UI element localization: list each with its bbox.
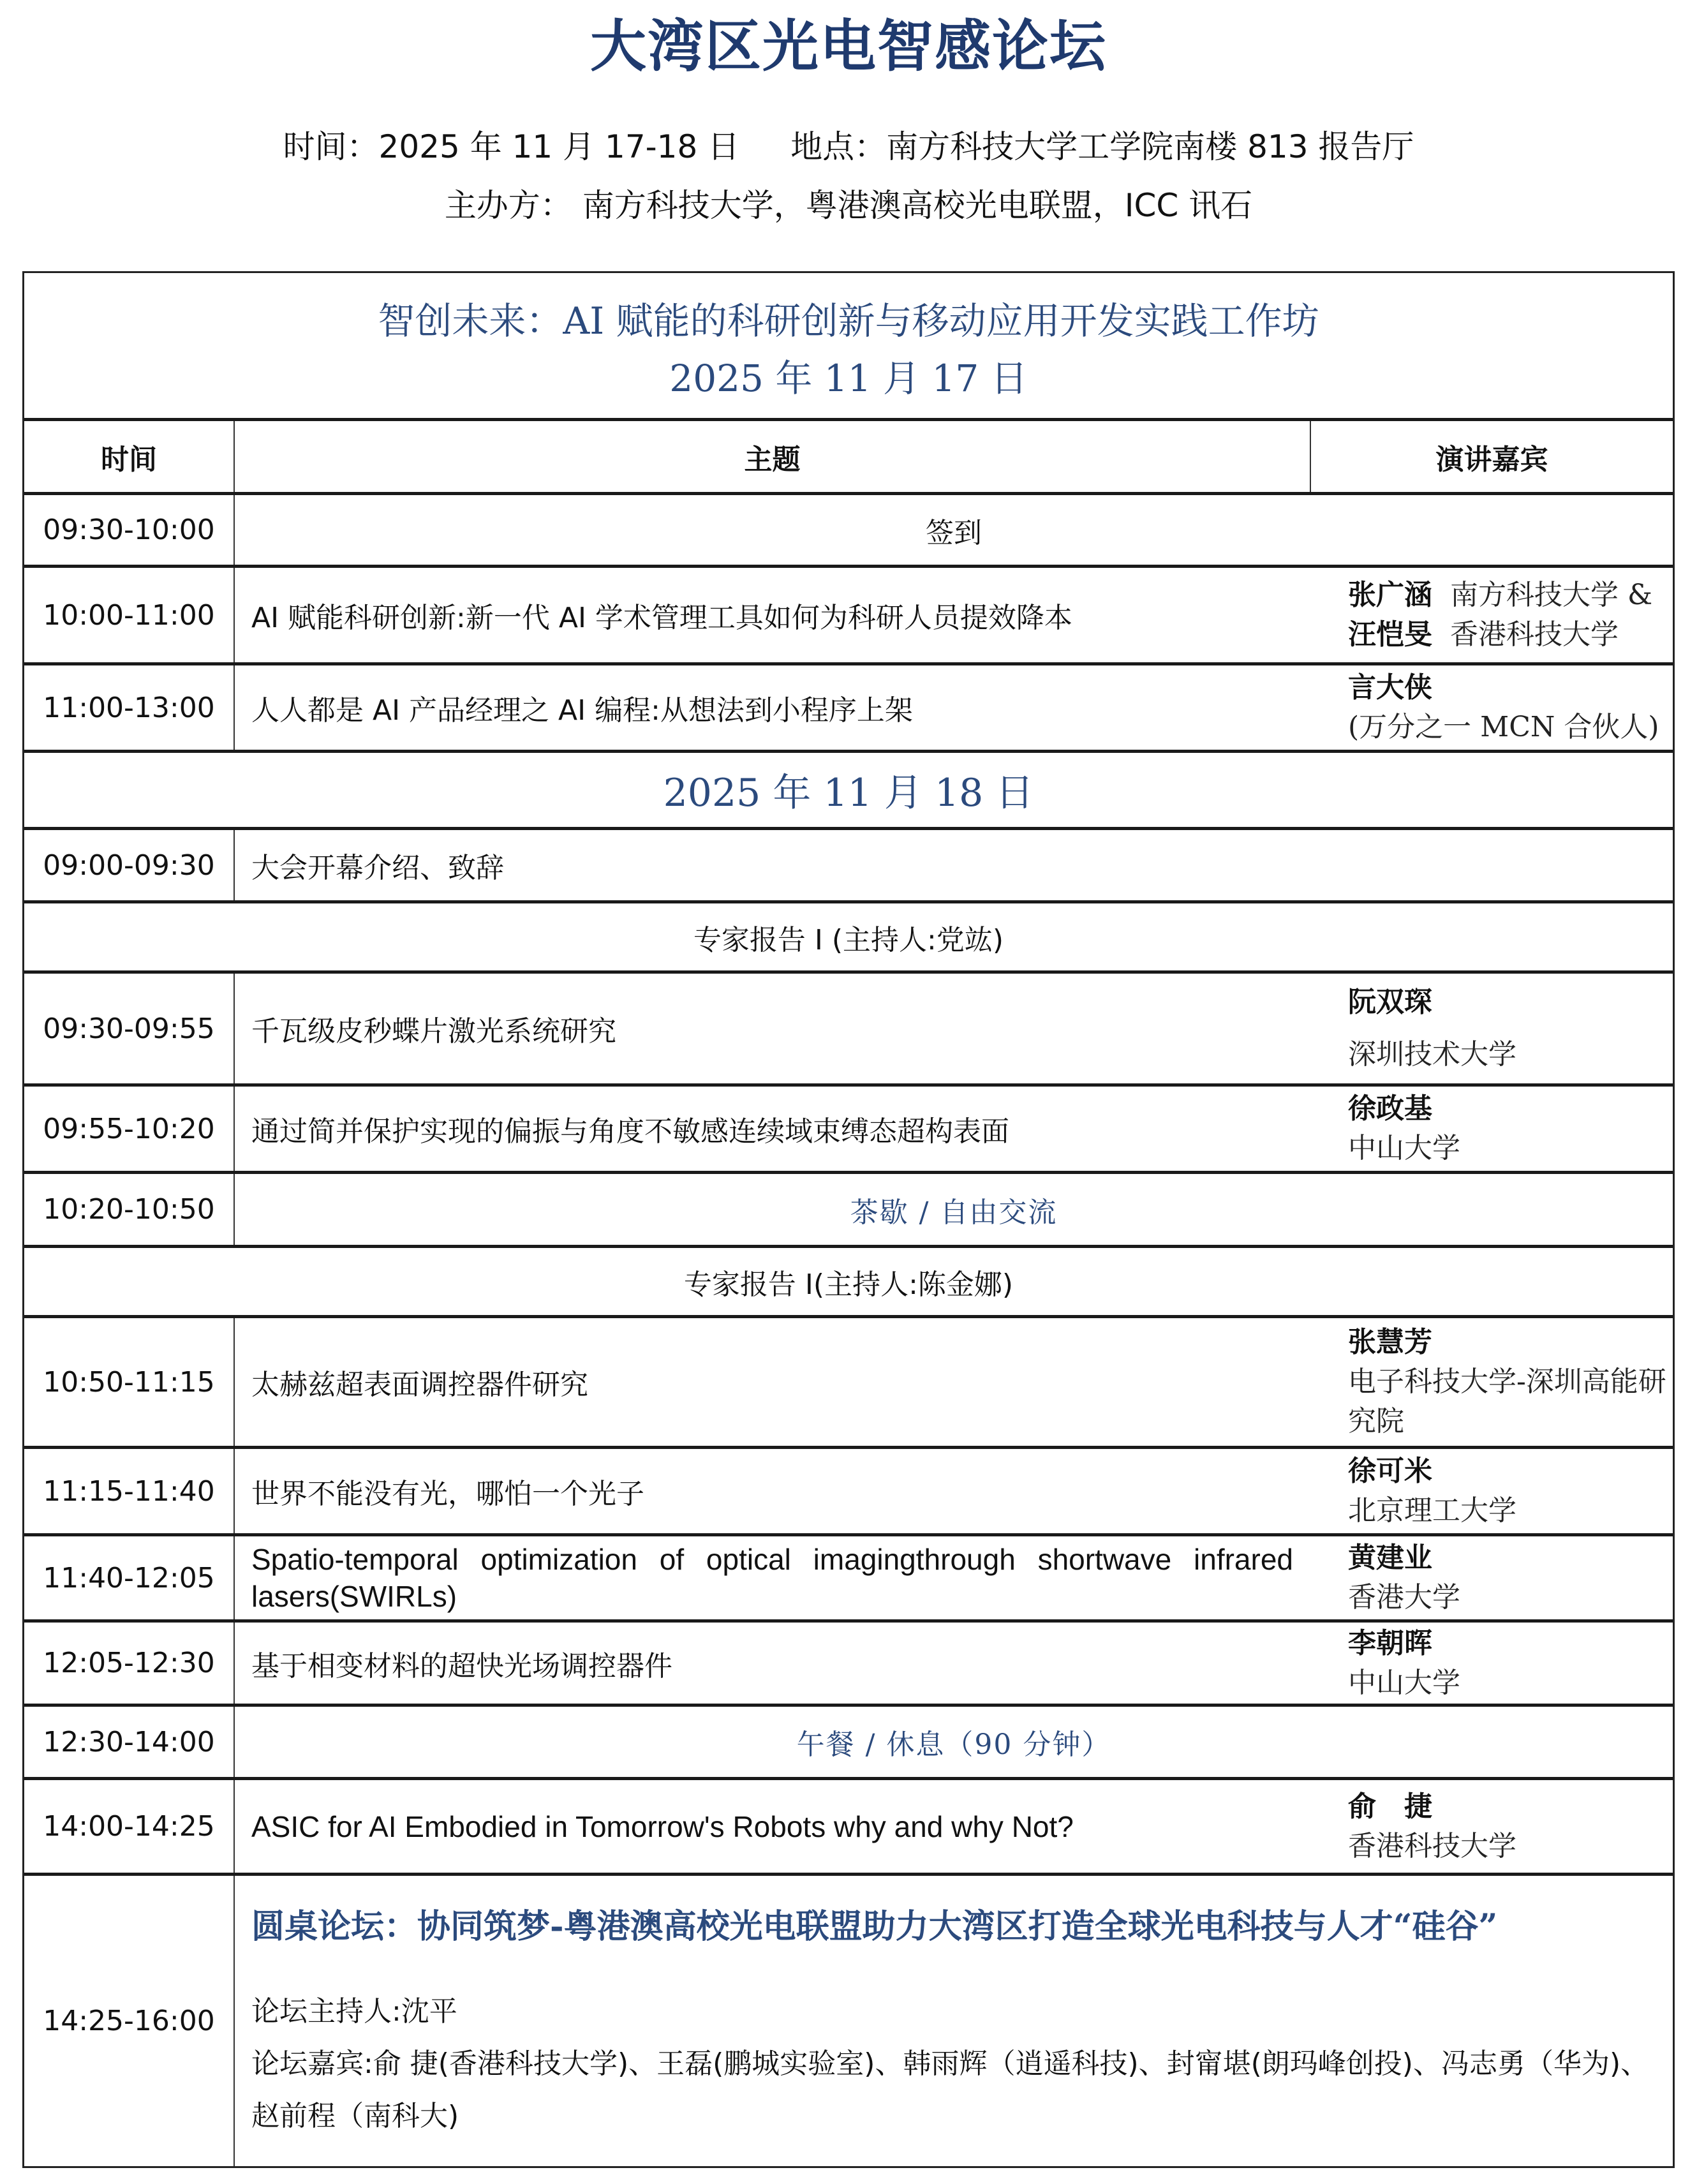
row-topic: 大会开幕介绍、致辞: [251, 852, 504, 884]
table-row: [24, 1315, 1673, 1446]
table-row: [24, 1171, 1673, 1245]
day2-date-row: [24, 750, 1673, 827]
row-topic: ASIC for AI Embodied in Tomorrow's Robots why and why Not?: [251, 1809, 1074, 1843]
row-speakers: [1310, 665, 1673, 750]
row-speakers: [1310, 1780, 1673, 1873]
session1-title: 专家报告 I (主持人:党竑): [693, 923, 1004, 956]
row-time: 09:55-10:20: [24, 1087, 235, 1171]
speaker-affiliation: 北京理工大学: [1348, 1494, 1516, 1527]
workshop-title-row: [24, 273, 1673, 418]
row-speakers: [1310, 1536, 1673, 1619]
row-speakers: [1310, 1449, 1673, 1533]
row-speakers: [1310, 974, 1673, 1083]
day2-date: 2025 年 11 月 18 日: [663, 771, 1034, 815]
row-speakers: [1310, 1623, 1673, 1704]
row-time: 10:50-11:15: [24, 1318, 235, 1446]
row-time: 09:30-09:55: [24, 974, 235, 1083]
table-row: [24, 1619, 1673, 1704]
row-topic: 太赫兹超表面调控器件研究: [251, 1369, 588, 1401]
day1-date: 2025 年 11 月 17 日: [669, 357, 1028, 400]
speaker-name: 徐可米: [1348, 1455, 1432, 1487]
speaker-affiliation: 中山大学: [1348, 1132, 1460, 1164]
speaker-affiliation: 电子科技大学-深圳高能研究院: [1348, 1365, 1666, 1437]
speaker-name: 言大侠: [1348, 671, 1432, 704]
column-header-topic: 主题: [744, 443, 801, 476]
session-title-row: [24, 1245, 1673, 1315]
row-time: 12:30-14:00: [24, 1707, 235, 1777]
workshop-title: 智创未来：AI 赋能的科研创新与移动应用开发实践工作坊: [378, 299, 1319, 343]
event-info-line: [0, 128, 1697, 166]
table-header-row: [24, 418, 1673, 492]
row-topic: 通过简并保护实现的偏振与角度不敏感连续域束缚态超构表面: [251, 1115, 1009, 1148]
row-time: 09:00-09:30: [24, 830, 235, 900]
roundtable-row: [24, 1873, 1673, 2166]
column-header-speaker: 演讲嘉宾: [1310, 421, 1673, 492]
speaker-affiliation: 香港大学: [1348, 1581, 1460, 1614]
table-row: [24, 492, 1673, 565]
speaker-affiliation: (万分之一 MCN 合伙人): [1348, 711, 1659, 743]
table-row: [24, 565, 1673, 662]
row-speakers: [1310, 1087, 1673, 1171]
speaker-affiliation: 香港科技大学: [1449, 618, 1619, 651]
row-time: 10:20-10:50: [24, 1174, 235, 1245]
speaker-name: 阮双琛: [1348, 986, 1432, 1018]
row-time: 09:30-10:00: [24, 495, 235, 565]
table-row: [24, 827, 1673, 900]
row-time: 12:05-12:30: [24, 1623, 235, 1704]
speaker-name: 汪恺旻: [1348, 618, 1432, 651]
row-speakers: [1310, 1318, 1673, 1446]
session2-title: 专家报告 I(主持人:陈金娜): [683, 1268, 1014, 1301]
schedule-table: [22, 271, 1675, 2168]
speaker-name: 黄建业: [1348, 1541, 1432, 1574]
table-row: [24, 1777, 1673, 1873]
event-location: 地点：南方科技大学工学院南楼 813 报告厅: [790, 128, 1414, 165]
speaker-entry: [1348, 576, 1652, 615]
row-topic: 世界不能没有光，哪怕一个光子: [251, 1478, 644, 1510]
page-title: 大湾区光电智感论坛: [589, 13, 1107, 79]
speaker-affiliation: 深圳技术大学: [1348, 1038, 1516, 1071]
event-time: 时间：2025 年 11 月 17-18 日: [283, 128, 740, 165]
speaker-affiliation: 香港科技大学: [1348, 1829, 1516, 1862]
roundtable-content: [235, 1876, 1673, 2166]
row-topic: 人人都是 AI 产品经理之 AI 编程:从想法到小程序上架: [251, 694, 913, 727]
row-topic: 千瓦级皮秒蝶片激光系统研究: [251, 1015, 616, 1048]
row-time: 10:00-11:00: [24, 568, 235, 662]
lunch-label: 午餐 / 休息（90 分钟）: [796, 1728, 1111, 1761]
speaker-affiliation: 南方科技大学 &: [1449, 579, 1653, 611]
speaker-name: 李朝晖: [1348, 1626, 1432, 1660]
table-row: [24, 970, 1673, 1083]
row-topic: 基于相变材料的超快光场调控器件: [251, 1649, 672, 1683]
tea-break-label: 茶歇 / 自由交流: [850, 1196, 1058, 1229]
row-time: 14:00-14:25: [24, 1780, 235, 1873]
speaker-name: 张慧芳: [1348, 1326, 1432, 1358]
roundtable-title: 圆桌论坛：协同筑梦-粤港澳高校光电联盟助力大湾区打造全球光电科技与人才“硅谷”: [251, 1907, 1498, 1946]
speaker-name: 俞 捷: [1348, 1790, 1432, 1823]
row-time: 11:40-12:05: [24, 1536, 235, 1619]
event-organizers: 主办方： 南方科技大学，粤港澳高校光电联盟，ICC 讯石: [444, 187, 1253, 224]
table-row: [24, 1704, 1673, 1777]
speaker-entry: [1348, 615, 1619, 655]
table-row: [24, 1083, 1673, 1171]
speaker-name: 张广涵: [1348, 579, 1432, 611]
row-topic: AI 赋能科研创新:新一代 AI 学术管理工具如何为科研人员提效降本: [251, 602, 1072, 634]
column-header-time: 时间: [24, 421, 235, 492]
speaker-affiliation: 中山大学: [1348, 1666, 1460, 1699]
row-time: 11:00-13:00: [24, 665, 235, 750]
speaker-name: 徐政基: [1348, 1092, 1432, 1125]
row-time: 11:15-11:40: [24, 1449, 235, 1533]
row-topic: Spatio-temporal optimization of optical imagingthrough shortwave infrared lasers(SWIRLs): [251, 1543, 1293, 1613]
roundtable-guests: 论坛嘉宾:俞 捷(香港科技大学)、王磊(鹏城实验室)、韩雨辉（逍遥科技)、封甯堪(朗玛峰创投)、冯志勇（华为)、赵前程（南科大): [251, 2047, 1649, 2132]
session-title-row: [24, 900, 1673, 970]
table-row: [24, 662, 1673, 750]
table-row: [24, 1446, 1673, 1533]
row-time: 14:25-16:00: [24, 1876, 235, 2166]
row-topic: 签到: [926, 516, 982, 549]
row-speakers: [1310, 568, 1673, 662]
roundtable-host: 论坛主持人:沈平: [251, 1995, 457, 2028]
table-row: [24, 1533, 1673, 1619]
